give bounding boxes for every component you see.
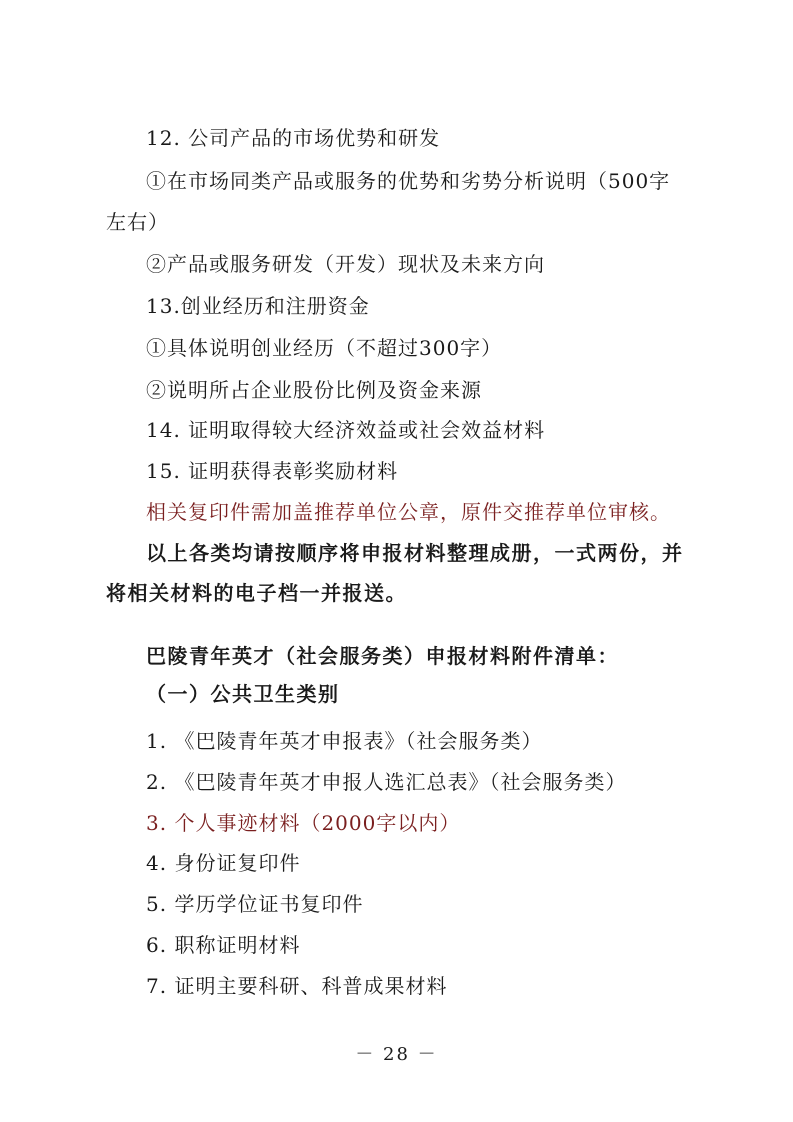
category-title: （一）公共卫生类别 (146, 682, 340, 706)
section-item-13-sub-1: ①具体说明创业经历（不超过300字） (146, 336, 503, 360)
section-item-12: 12. 公司产品的市场优势和研发 (146, 126, 441, 150)
section-item-12-sub-1: ①在市场同类产品或服务的优势和劣势分析说明（500字 (146, 169, 671, 193)
attachment-list-title: 巴陵青年英才（社会服务类）申报材料附件清单： (146, 644, 619, 668)
section-item-12-sub-2: ②产品或服务研发（开发）现状及未来方向 (146, 252, 545, 276)
attachment-item-6: 6. 职称证明材料 (146, 933, 301, 957)
attachment-item-4: 4. 身份证复印件 (146, 851, 301, 875)
attachment-item-3: 3. 个人事迹材料（2000字以内） (146, 811, 461, 835)
attachment-item-5: 5. 学历学位证书复印件 (146, 892, 364, 916)
section-item-14: 14. 证明取得较大经济效益或社会效益材料 (146, 418, 546, 442)
attachment-item-2: 2. 《巴陵青年英才申报人选汇总表》（社会服务类） (146, 770, 627, 794)
attachment-item-1: 1. 《巴陵青年英才申报表》（社会服务类） (146, 729, 543, 753)
page-number: － 28 － (355, 1044, 438, 1065)
bold-notice-line-1: 以上各类均请按顺序将申报材料整理成册，一式两份，并 (146, 541, 684, 565)
section-item-13: 13.创业经历和注册资金 (146, 294, 370, 318)
section-item-12-sub-1-cont: 左右） (106, 210, 169, 234)
attachment-item-7: 7. 证明主要科研、科普成果材料 (146, 974, 448, 998)
bold-notice-line-2: 将相关材料的电子档一并报送。 (106, 581, 407, 605)
section-item-13-sub-2: ②说明所占企业股份比例及资金来源 (146, 378, 482, 402)
official-seal-note: 相关复印件需加盖推荐单位公章，原件交推荐单位审核。 (146, 500, 671, 524)
section-item-15: 15. 证明获得表彰奖励材料 (146, 459, 399, 483)
